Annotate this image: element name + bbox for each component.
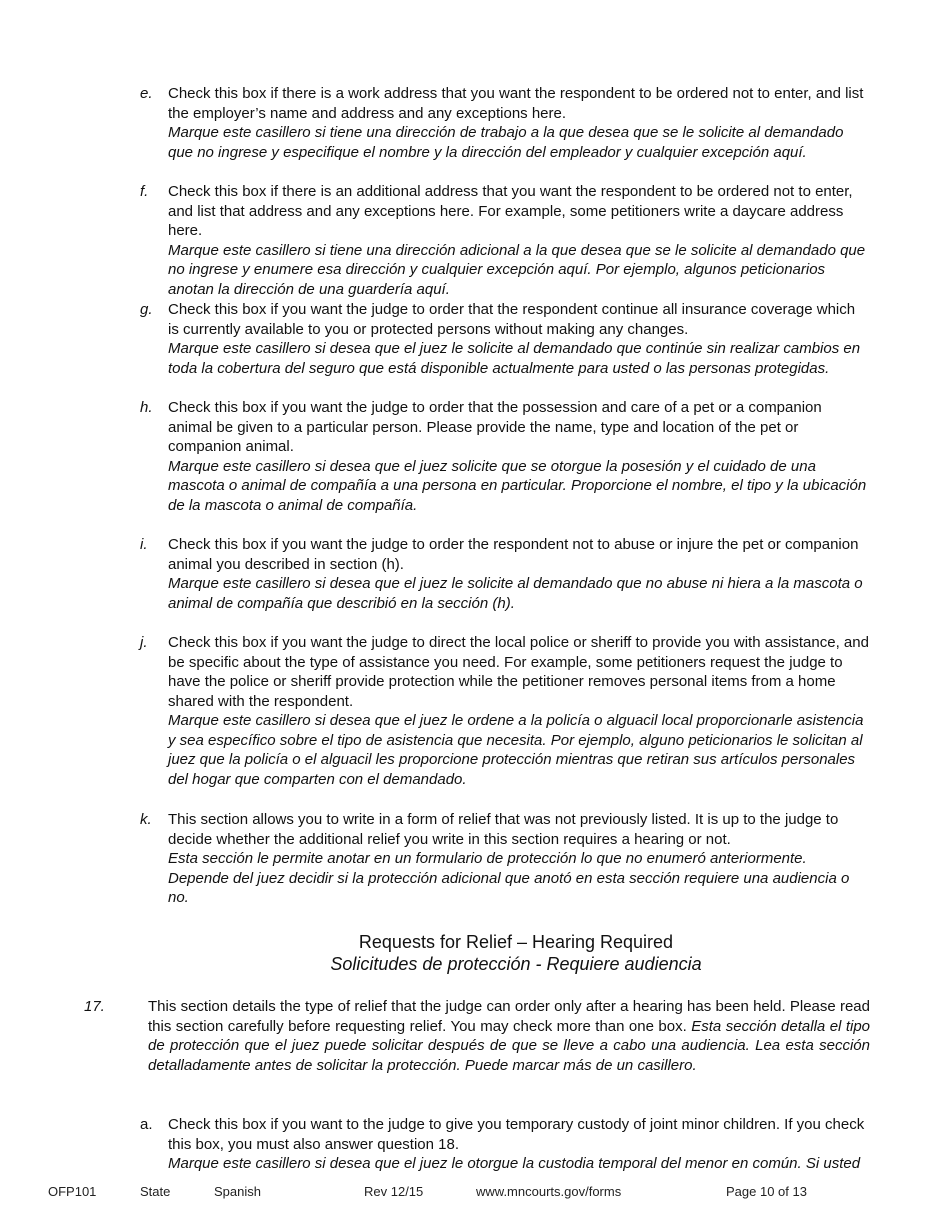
item-letter: a. (140, 1116, 153, 1133)
item-text-en: Check this box if you want the judge to order that the possession and care of a pet or a companion animal be given to a particular person. Please provide the name, type and location of the pet or companion animal. (168, 399, 822, 455)
item-text-en: Check this box if you want the judge to order that the respondent continue all insurance coverage which is currently available to you or protected persons without making any changes. (168, 301, 856, 338)
question-text-en: This section details the type of relief that the judge can order only after a hearing has been held. Please read this section carefully before requesting relief. You may check more than one box. (148, 998, 870, 1035)
footer-state: State (140, 1184, 171, 1199)
item-text-es: Marque este casillero si tiene una dirección adicional a la que desea que se le solicite al demandado que no ingrese y enumere esa dirección y cualquier excepción aquí. Por ejemplo, algunos peticionarios anotan la dirección de una guardería aquí. (168, 241, 866, 298)
item-letter: h. (140, 399, 153, 416)
page-footer (0, 1184, 950, 1204)
footer-url-link[interactable]: www.mncourts.gov/forms (476, 1184, 622, 1199)
question-text-es: Esta sección detalla el tipo de protección que el juez puede solicitar después de que se lleve a cabo una audiencia. Lea esta sección detalladamente antes de solicitar la protección. Puede marcar más de un casillero. (148, 1017, 871, 1074)
item-h (140, 398, 870, 515)
item-k (140, 810, 870, 908)
item-text-es: Marque este casillero si tiene una dirección de trabajo a la que desea que se le solicite al demandado que no ingrese y especifique el nombre y la dirección del empleador y cualquier excepción aquí. (168, 124, 844, 161)
section-heading-en: Requests for Relief – Hearing Required (358, 932, 674, 952)
item-text-en: Check this box if there is an additional address that you want the respondent to be ordered not to enter, and list that address and any exceptions here. For example, some petitioners write a daycare address here. (168, 183, 853, 239)
item-letter: g. (140, 301, 153, 318)
footer-revision: Rev 12/15 (364, 1184, 424, 1199)
footer-language: Spanish (214, 1184, 261, 1199)
item-text-es: Marque este casillero si desea que el juez solicite que se otorgue la posesión y el cuidado de una mascota o animal de compañía a una persona en particular. Proporcione el nombre, el tipo y la ubicación de la mascota o animal de compañía. (168, 457, 867, 514)
item-text-en: Check this box if you want the judge to direct the local police or sheriff to provide you with assistance, and be specific about the type of assistance you need. For example, some petitioners request the judge to have the police or sheriff provide protection while the petitioner removes personal items from a home shared with the respondent. (168, 634, 869, 710)
item-text-es: Marque este casillero si desea que el juez le otorgue la custodia temporal del menor en común. Si usted (168, 1155, 861, 1172)
item-e (140, 84, 870, 162)
question-17 (84, 997, 870, 1075)
item-text-en: This section allows you to write in a form of relief that was not previously listed. It is up to the judge to decide whether the additional relief you write in this section requires a hearing or not. (168, 811, 839, 848)
item-i (140, 535, 870, 613)
item-letter: i. (140, 536, 148, 553)
item-text-es: Marque este casillero si desea que el juez le ordene a la policía o alguacil local proporcionarle asistencia y sea específico sobre el tipo de asistencia que necesita. Por ejemplo, alguno peticionarios le solicitan al juez que la policía o el alguacil les proporcione protección mientras que retiran sus artículos personales del hogar que comparten con el demandado. (168, 712, 864, 788)
footer-form-id: OFP101 (48, 1184, 97, 1199)
section-heading (0, 931, 950, 975)
item-g (140, 300, 870, 378)
item-text-en: Check this box if you want the judge to order the respondent not to abuse or injure the pet or companion animal you described in section (h). (168, 536, 859, 573)
footer-page-number: Page 10 of 13 (726, 1184, 807, 1199)
item-letter: k. (140, 811, 152, 828)
item-f (140, 182, 870, 299)
item-j (140, 633, 870, 789)
item-letter: j. (140, 634, 148, 651)
item-letter: e. (140, 85, 153, 102)
item-letter: f. (140, 183, 149, 200)
section-heading-es: Solicitudes de protección - Requiere audiencia (330, 954, 702, 974)
item-text-en: Check this box if you want to the judge to give you temporary custody of joint minor children. If you check this box, you must also answer question 18. (168, 1116, 865, 1153)
item-text-en: Check this box if there is a work address that you want the respondent to be ordered not to enter, and list the employer’s name and address and any exceptions here. (168, 85, 864, 122)
item-a (140, 1115, 870, 1174)
item-text-es: Marque este casillero si desea que el juez le solicite al demandado que no abuse ni hiera a la mascota o animal de compañía que describió en la sección (h). (168, 575, 863, 612)
question-number: 17. (84, 998, 105, 1015)
item-text-es: Esta sección le permite anotar en un formulario de protección lo que no enumeró anteriormente. Depende del juez decidir si la protección adicional que anotó en esta sección requiere una audiencia o no. (168, 850, 850, 906)
item-text-es: Marque este casillero si desea que el juez le solicite al demandado que continúe sin realizar cambios en toda la cobertura del seguro que está disponible actualmente para usted o las personas protegidas. (168, 340, 861, 377)
